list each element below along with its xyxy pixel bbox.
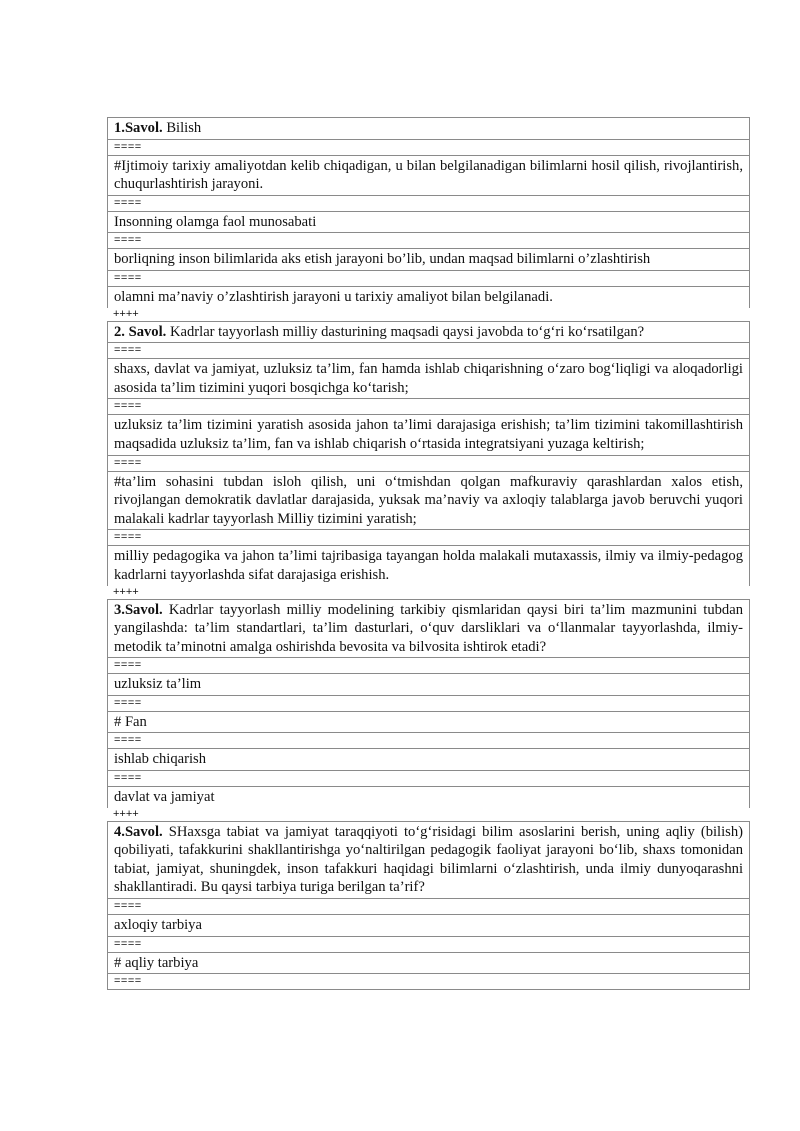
question-prompt: SHaxsga tabiat va jamiyat taraqqiyoti to‘g‘risidagi bilim asoslarini berish, uning aqliy (bilish) qobiliyati, tafakkurini shakllantirishga yo‘naltirilgan pedagogik faoliyat jarayoni bo‘lib, shaxs tomonidan tabiat, jamiyat, shuningdek, inson tafakkuri haqidagi bilimlarni o‘zlashtirish, unda ilmiy dunyoqarashni shakllantiradi. Bu qaysi tarbiya turiga berilgan ta’rif? [114, 823, 743, 896]
answer-option: ishlab chiqarish [108, 749, 749, 771]
question-text [108, 822, 749, 899]
question-text [108, 118, 749, 140]
answer-option: olamni ma’naviy o’zlashtirish jarayoni u tarixiy amaliyot bilan belgilanadi. [114, 288, 553, 305]
separator: ==== [108, 899, 749, 915]
answer-option: borliqning inson bilimlarida aks etish jarayoni bo’lib, undan maqsad bilimlarni o’zlashtirish [108, 249, 749, 271]
separator: ==== [114, 975, 142, 988]
separator: ==== [108, 271, 749, 287]
question-block-4 [107, 821, 750, 991]
question-text [108, 322, 749, 344]
separator: ==== [108, 771, 749, 787]
end-marker: ++++ [113, 807, 139, 820]
separator: ==== [108, 399, 749, 415]
answer-option: milliy pedagogika va jahon ta’limi tajribasiga tayangan holda malakali mutaxassis, ilmiy va ilmiy-pedagog kadrlarni tayyorlashda sifat darajasiga erishish. [114, 548, 743, 583]
answer-option: uzluksiz ta’lim tizimini yaratish asosida jahon ta’limi darajasiga erishish; ta’lim tizimini takomillashtirish maqsadida uzluksiz ta’lim, fan va ishlab chiqarish o‘rtasida integratsiyani yuzaga keltirish; [108, 415, 749, 455]
answer-option: #ta’lim sohasini tubdan isloh qilish, uni o‘tmishdan qolgan mafkuraviy qarashlardan xalos etish, rivojlangan demokratik davlatlar darajasida, yuksak ma’naviy va axloqiy talablarga javob beruvchi yuqori malakali kadrlar tayyorlash Milliy tizimini yaratish; [108, 472, 749, 531]
separator: ==== [108, 696, 749, 712]
question-text [108, 600, 749, 659]
separator: ==== [108, 196, 749, 212]
separator: ==== [108, 343, 749, 359]
question-block-2 [107, 321, 750, 586]
separator: ==== [108, 140, 749, 156]
answer-option: axloqiy tarbiya [108, 915, 749, 937]
separator: ==== [108, 233, 749, 249]
separator: ==== [108, 456, 749, 472]
test-document [107, 117, 750, 990]
question-prompt: Kadrlar tayyorlash milliy dasturining maqsadi qaysi javobda to‘g‘ri ko‘rsatilgan? [169, 323, 645, 340]
answer-option: Insonning olamga faol munosabati [108, 212, 749, 234]
question-number: 3.Savol. [114, 601, 163, 618]
question-block-1 [107, 117, 750, 308]
question-number: 2. Savol. [114, 323, 167, 340]
separator: ==== [108, 658, 749, 674]
separator: ==== [108, 937, 749, 953]
question-block-3 [107, 599, 750, 808]
answer-option: davlat va jamiyat [114, 789, 215, 806]
question-number: 4.Savol. [114, 823, 163, 840]
question-number: 1.Savol. [114, 120, 163, 136]
answer-option: #Ijtimoiy tarixiy amaliyotdan kelib chiqadigan, u bilan belgilanadigan bilimlarni hosil qilish, rivojlantirish, chuqurlashtirish jarayoni. [108, 156, 749, 196]
question-prompt: Bilish [166, 120, 202, 136]
question-prompt: Kadrlar tayyorlash milliy modelining tarkibiy qismlaridan qaysi biri ta’lim mazmunini tubdan yangilashda: ta’lim standartlari, ta’lim dasturlari, o‘quv darsliklari va o‘llanmalar tayyorlashda, ilmiy-metodik ta’minotni amalga oshirishda bevosita va bilvosita ishtirok etadi? [114, 601, 743, 655]
separator: ==== [108, 733, 749, 749]
answer-option: shaxs, davlat va jamiyat, uzluksiz ta’lim, fan hamda ishlab chiqarishning o‘zaro bog‘liqligi va aloqadorligi asosida ta’lim tizimini yuqori bosqichga ko‘tarish; [108, 359, 749, 399]
end-marker: ++++ [113, 585, 139, 598]
answer-option: uzluksiz ta’lim [108, 674, 749, 696]
separator: ==== [108, 530, 749, 546]
answer-option: # aqliy tarbiya [108, 953, 749, 975]
answer-option: # Fan [108, 712, 749, 734]
end-marker: ++++ [113, 307, 139, 320]
